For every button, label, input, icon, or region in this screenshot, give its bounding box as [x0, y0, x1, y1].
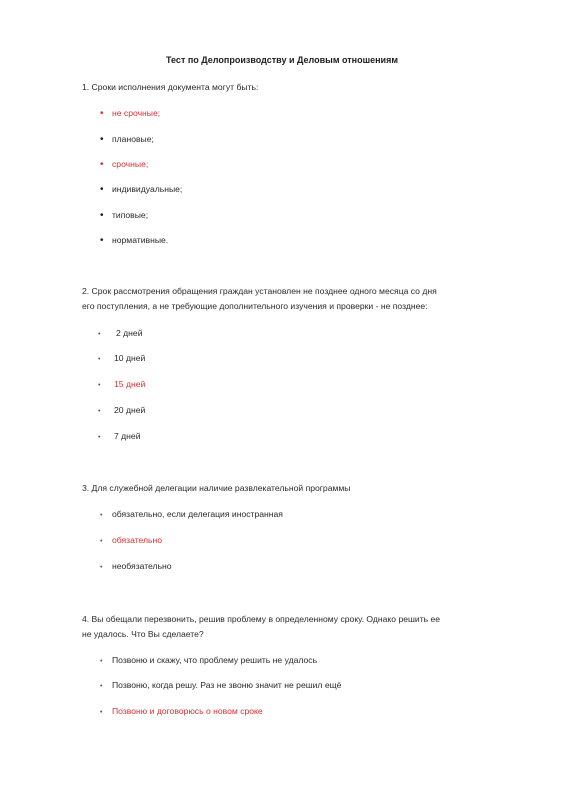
bullet-icon: • — [98, 408, 101, 415]
bullet-icon: • — [100, 512, 103, 519]
correct-answer-option: • срочные; — [100, 159, 149, 170]
bullet-icon: • — [100, 108, 104, 119]
correct-answer-option: • 15 дней — [98, 377, 145, 391]
answer-option: • 7 дней — [98, 429, 141, 443]
bullet-icon: • — [100, 564, 103, 571]
question-text: 2. Срок рассмотрения обращения граждан установлен не позднее одного месяца со дня — [82, 286, 437, 296]
correct-answer-option: • Позвоню и договорюсь о новом сроке — [100, 704, 263, 718]
question-text: его поступления, а не требующие дополнительного изучения и проверки - не позднее: — [82, 301, 428, 311]
question-2 — [82, 284, 522, 314]
answer-option: • обязательно, если делегация иностранная — [100, 507, 283, 521]
bullet-icon: • — [100, 709, 103, 716]
question-text: не удалось. Что Вы сделаете? — [82, 629, 204, 639]
answer-option: • типовые; — [100, 210, 149, 221]
bullet-icon: • — [100, 683, 103, 690]
answer-option: • нормативные. — [100, 235, 169, 246]
bullet-icon: • — [100, 235, 104, 246]
question-4 — [82, 612, 522, 642]
question-text: 4. Вы обещали перезвонить, решив проблему в определенному сроку. Однако решить ее — [82, 614, 441, 624]
correct-answer-option: • обязательно — [100, 533, 162, 547]
question-text: 1. Сроки исполнения документа могут быть: — [82, 82, 259, 92]
bullet-icon: • — [98, 434, 101, 441]
answer-option: • необязательно — [100, 559, 172, 573]
bullet-icon: • — [98, 331, 101, 338]
bullet-icon: • — [98, 382, 101, 389]
question-1 — [82, 80, 522, 95]
bullet-icon: • — [98, 356, 101, 363]
correct-answer-option: • не срочные; — [100, 108, 161, 119]
bullet-icon: • — [100, 210, 104, 221]
answer-option: • индивидуальные; — [100, 184, 183, 195]
answer-option: • Позвоню и скажу, что проблему решить не удалось — [100, 653, 317, 667]
answer-option: • 2 дней — [98, 326, 143, 340]
bullet-icon: • — [100, 184, 104, 195]
question-text: 3. Для служебной делегации наличие развлекательной программы — [82, 483, 351, 493]
bullet-icon: • — [100, 134, 104, 145]
answer-option: • 10 дней — [98, 351, 145, 365]
bullet-icon: • — [100, 159, 104, 170]
answer-option: • 20 дней — [98, 403, 145, 417]
document-title: Тест по Делопроизводству и Деловым отношениям — [166, 55, 398, 65]
bullet-icon: • — [100, 658, 103, 665]
question-3 — [82, 481, 522, 496]
bullet-icon: • — [100, 538, 103, 545]
answer-option: • плановые; — [100, 134, 154, 145]
answer-option: • Позвоню, когда решу. Раз не звоню значит не решил ещё — [100, 678, 341, 692]
